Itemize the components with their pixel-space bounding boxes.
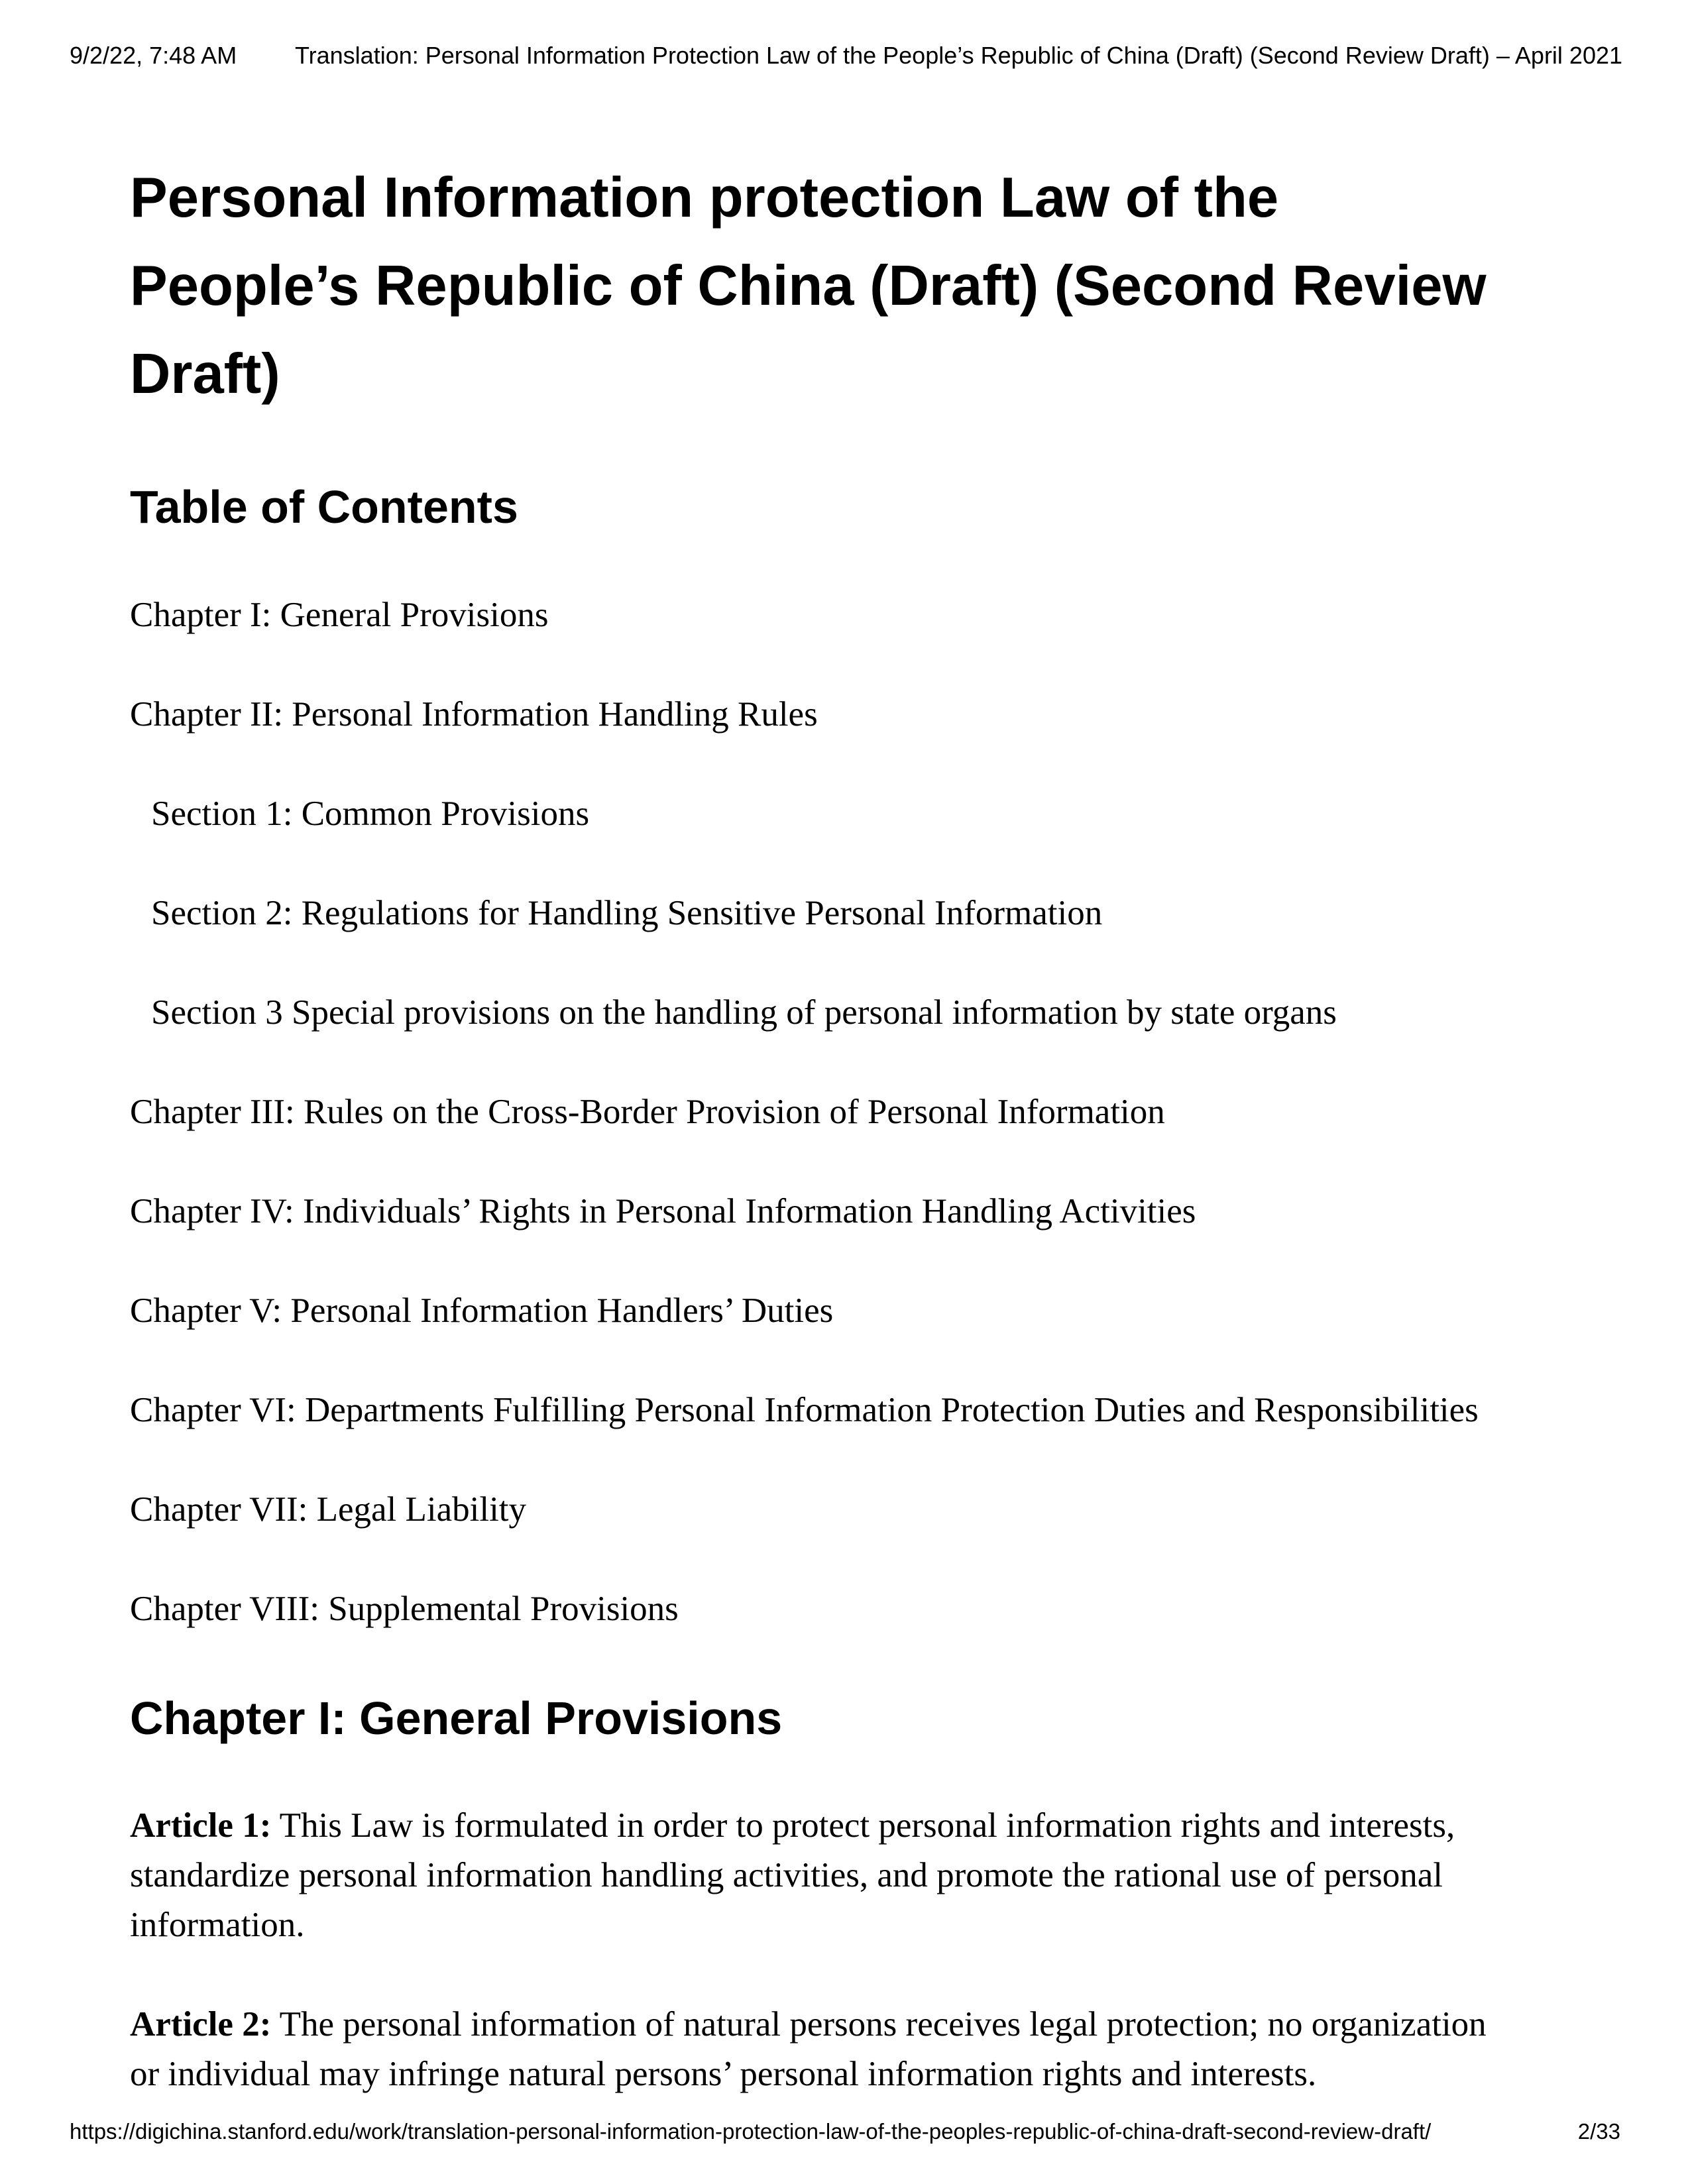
article-1-paragraph xyxy=(130,1801,1522,1950)
document-title: Personal Information protection Law of the People’s Republic of China (Draft) (Second Review Draft) xyxy=(130,166,1487,406)
chapter-1-heading: Chapter I: General Provisions xyxy=(130,1692,783,1744)
table-of-contents xyxy=(130,590,1522,1634)
print-header-title: Translation: Personal Information Protection Law of the People’s Republic of China (Draft) (Second Review Draft) – April 2021 xyxy=(295,42,1623,69)
toc-item-chapter-3: Chapter III: Rules on the Cross-Border Provision of Personal Information xyxy=(130,1093,1165,1131)
article-2-label: Article 2: xyxy=(130,2005,272,2044)
document-content xyxy=(130,74,1522,2149)
article-2-text: The personal information of natural persons receives legal protection; no organization or individual may infringe natural persons’ personal information rights and interests. xyxy=(130,2005,1487,2093)
print-footer-url: https://digichina.stanford.edu/work/translation-personal-information-protection-law-of-the-peoples-republic-of-china-draft-second-review-draft/ xyxy=(70,2119,1432,2144)
article-1-text: This Law is formulated in order to protect personal information rights and interests, standardize personal information handling activities, and promote the rational use of personal information. xyxy=(130,1806,1455,1944)
toc-item-section-3: Section 3 Special provisions on the handling of personal information by state organs xyxy=(151,993,1337,1032)
print-header xyxy=(0,41,1690,70)
article-2-paragraph xyxy=(130,2000,1522,2099)
print-header-datetime: 9/2/22, 7:48 AM xyxy=(70,42,237,69)
toc-item-chapter-2: Chapter II: Personal Information Handling Rules xyxy=(130,695,818,734)
article-1-label: Article 1: xyxy=(130,1806,272,1845)
toc-item-chapter-6: Chapter VI: Departments Fulfilling Personal Information Protection Duties and Responsibilities xyxy=(130,1391,1479,1429)
toc-item-chapter-8: Chapter VIII: Supplemental Provisions xyxy=(130,1590,679,1628)
toc-item-section-1: Section 1: Common Provisions xyxy=(151,794,590,833)
toc-item-chapter-1: Chapter I: General Provisions xyxy=(130,596,549,634)
toc-item-chapter-5: Chapter V: Personal Information Handlers’ Duties xyxy=(130,1291,834,1330)
toc-item-section-2: Section 2: Regulations for Handling Sensitive Personal Information xyxy=(151,894,1103,932)
print-footer-page-indicator: 2/33 xyxy=(1577,2119,1620,2144)
toc-item-chapter-7: Chapter VII: Legal Liability xyxy=(130,1490,527,1529)
toc-item-chapter-4: Chapter IV: Individuals’ Rights in Personal Information Handling Activities xyxy=(130,1192,1196,1230)
chapter-1-articles xyxy=(130,1801,1522,2099)
toc-heading: Table of Contents xyxy=(130,481,518,533)
print-footer xyxy=(0,2118,1690,2146)
